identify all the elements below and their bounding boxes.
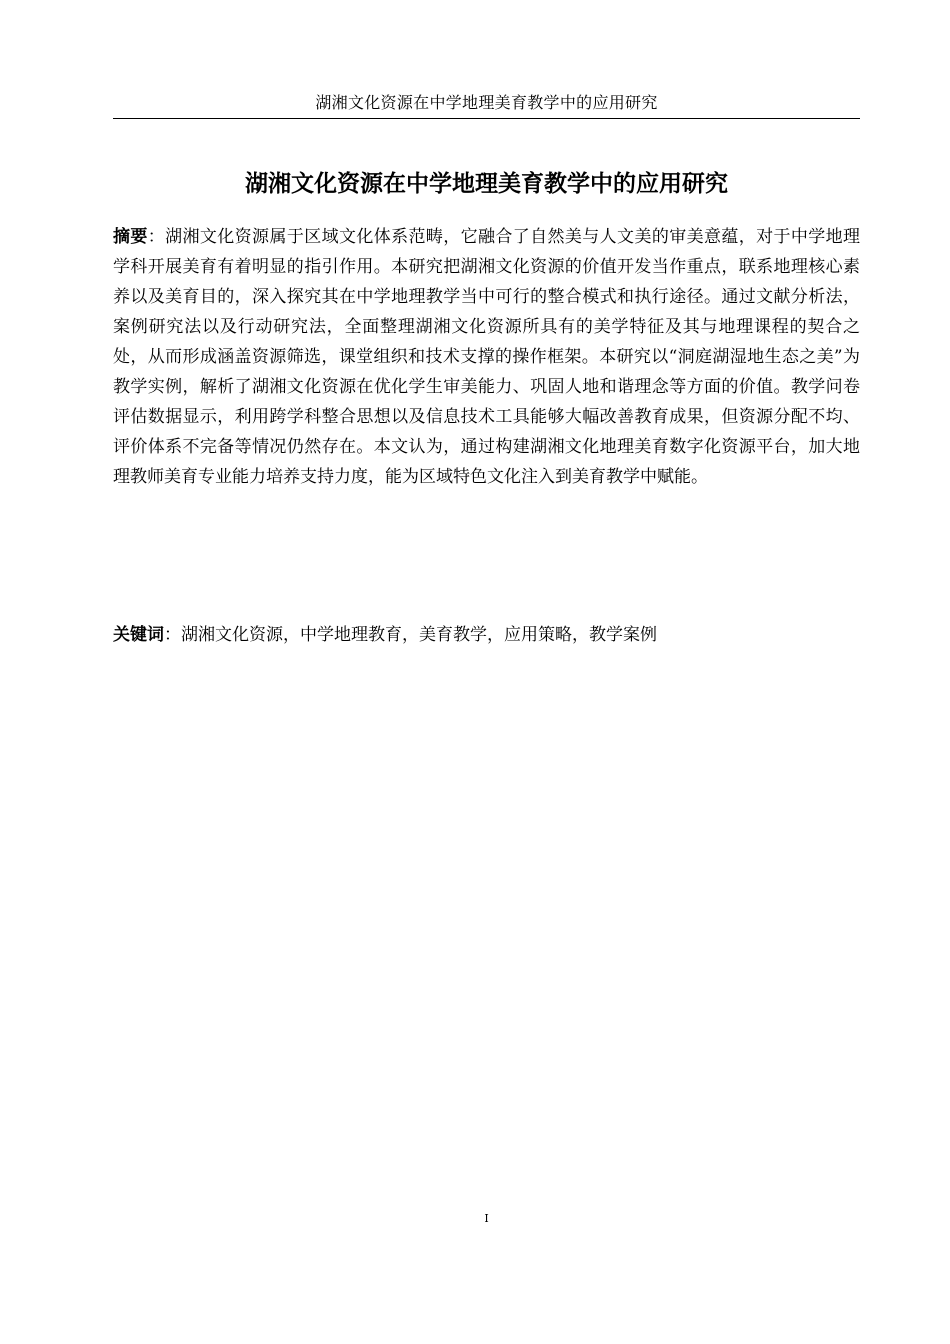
keywords-text: 湖湘文化资源，中学地理教育，美育教学，应用策略，教学案例 — [181, 625, 657, 645]
abstract-separator: ： — [147, 227, 166, 247]
keywords-label: 关键词 — [113, 625, 164, 645]
abstract-paragraph — [113, 222, 860, 492]
page-number: I — [484, 1212, 489, 1225]
abstract-text: 湖湘文化资源属于区域文化体系范畴，它融合了自然美与人文美的审美意蕴，对于中学地理学科开展美育有着明显的指引作用。本研究把湖湘文化资源的价值开发当作重点，联系地理核心素养以及美育目的，深入探究其在中学地理教学当中可行的整合模式和执行途径。通过文献分析法，案例研究法以及行动研究法，全面整理湖湘文化资源所具有的美学特征及其与地理课程的契合之处，从而形成涵盖资源筛选，课堂组织和技术支撑的操作框架。本研究以“洞庭湖湿地生态之美”为教学实例，解析了湖湘文化资源在优化学生审美能力、巩固人地和谐理念等方面的价值。教学问卷评估数据显示，利用跨学科整合思想以及信息技术工具能够大幅改善教育成果，但资源分配不均、评价体系不完备等情况仍然存在。本文认为，通过构建湖湘文化地理美育数字化资源平台，加大地理教师美育专业能力培养支持力度，能为区域特色文化注入到美育教学中赋能。 — [113, 227, 861, 487]
keywords-separator: ： — [164, 625, 181, 645]
running-header: 湖湘文化资源在中学地理美育教学中的应用研究 — [315, 93, 658, 112]
abstract-label: 摘要 — [113, 227, 148, 247]
header-rule — [113, 118, 860, 119]
keywords-paragraph — [113, 620, 860, 650]
paper-title: 湖湘文化资源在中学地理美育教学中的应用研究 — [245, 171, 728, 197]
